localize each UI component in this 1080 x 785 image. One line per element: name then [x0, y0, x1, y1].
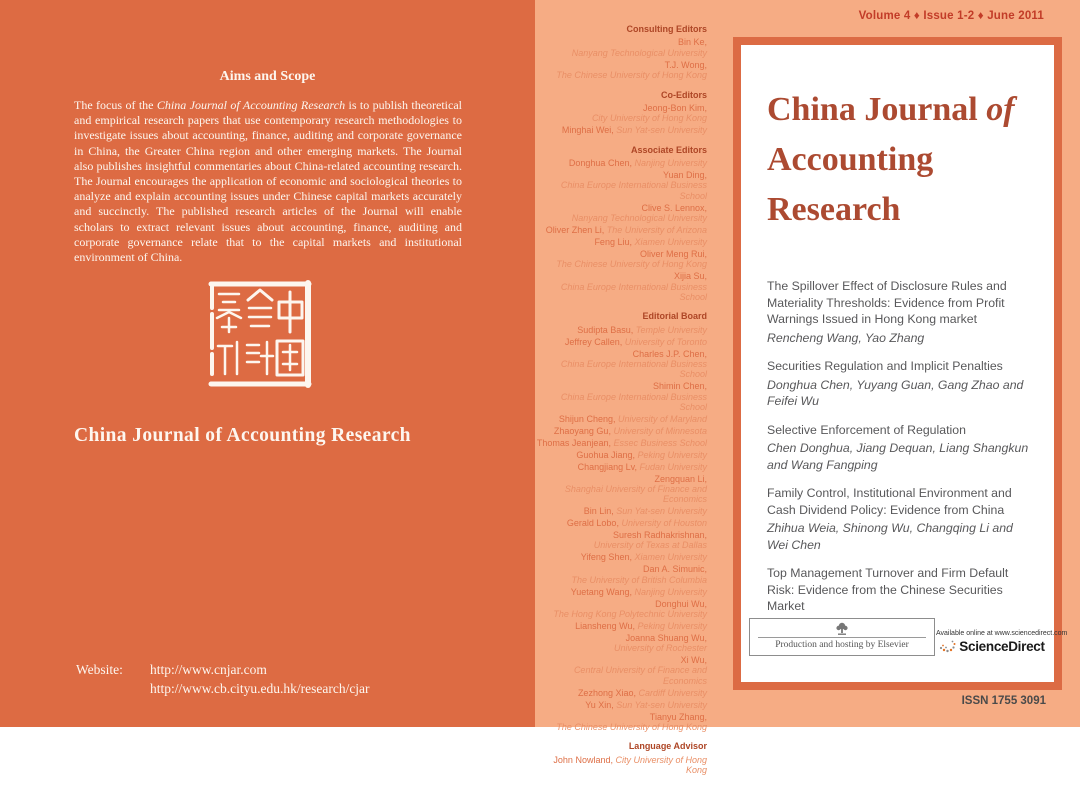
- editor-affiliation: Sun Yat-sen University: [616, 506, 707, 517]
- editor-section: [535, 24, 707, 81]
- editor-affiliation: University of Houston: [621, 518, 707, 529]
- editor-name: Guohua Jiang,: [576, 449, 638, 460]
- editor-affiliation: China Europe International Business School: [560, 391, 707, 413]
- website-url-cityu: http://www.cb.cityu.edu.hk/research/cjar: [150, 681, 370, 696]
- article-title: Family Control, Institutional Environment and Cash Dividend Policy: Evidence from China: [767, 486, 1012, 517]
- editor-entry: [535, 755, 707, 776]
- editor-affiliation: Central University of Finance and Economics: [573, 665, 707, 686]
- editor-section: [535, 741, 707, 775]
- editor-name: Oliver Meng Rui,: [639, 248, 707, 259]
- table-of-contents: [767, 278, 1035, 645]
- article-item: [767, 485, 1035, 553]
- editor-affiliation: Xiamen University: [634, 552, 707, 563]
- editor-entry: [535, 203, 707, 224]
- editor-affiliation: The Hong Kong Polytechnic University: [553, 608, 707, 619]
- editor-affiliation: Xiamen University: [634, 236, 707, 247]
- editor-affiliation: The Chinese University of Hong Kong: [556, 70, 707, 81]
- editor-entry: [535, 712, 707, 733]
- website-block: [76, 660, 370, 698]
- elsevier-box-rule: [758, 637, 926, 638]
- editor-name: Thomas Jeanjean,: [536, 437, 614, 448]
- editor-affiliation: China Europe International Business School: [560, 358, 707, 380]
- aims-text-pre: The focus of the: [74, 98, 157, 112]
- editor-section: [535, 145, 707, 303]
- editor-entry: [535, 125, 707, 135]
- sciencedirect-swoosh-icon: [939, 639, 957, 654]
- editor-affiliation: Nanyang Technological University: [571, 47, 707, 58]
- editor-affiliation: Nanjing University: [634, 586, 707, 597]
- editor-affiliation: The Chinese University of Hong Kong: [556, 259, 707, 270]
- title-line2: Accounting: [767, 141, 934, 178]
- editor-affiliation: City University of Hong Kong: [615, 754, 707, 776]
- editor-name: Zhaoyang Gu,: [553, 425, 614, 436]
- article-authors: Chen Donghua, Jiang Dequan, Liang Shangkun and Wang Fangping: [767, 441, 1029, 472]
- elsevier-caption: Production and hosting by Elsevier: [775, 640, 909, 650]
- editor-name: Donghui Wu,: [655, 598, 707, 609]
- editor-name: Zezhong Xiao,: [577, 687, 639, 698]
- elsevier-tree-icon: [834, 622, 850, 636]
- editor-section-heading: Consulting Editors: [626, 24, 707, 34]
- editor-entry: [535, 158, 707, 168]
- editor-name: Oliver Zhen Li,: [545, 225, 607, 235]
- editor-name: T.J. Wong,: [664, 59, 707, 70]
- editor-name: Bin Lin,: [583, 506, 617, 517]
- editor-entry: [535, 599, 707, 620]
- editor-name: Gerald Lobo,: [566, 518, 622, 529]
- article-title: The Spillover Effect of Disclosure Rules and Materiality Thresholds: Evidence from Profit Warnings Issued in Hong Kong market: [767, 279, 1007, 326]
- editor-entry: [535, 438, 707, 448]
- editor-affiliation: University of Rochester: [613, 643, 707, 654]
- aims-text-post: is to publish theoretical and empirical research papers that use contemporary research methodologies to investigate issues about accounting, finance, auditing and corporate governance in China, the Greater China region and other emerging markets. The Journal also publishes insightful commentaries about China-related accounting research. The Journal encourages the application of economic and sociological theories to analyze and explain accounting issues under Chinese capital markets accurately and succinctly. The published research articles of the Journal will enable scholars to extract relevant issues about accounting, finance, auditing and corporate governance relate that to the capital markets and institutional environment of China.: [74, 98, 462, 265]
- article-authors: Donghua Chen, Yuyang Guan, Gang Zhao and Feifei Wu: [767, 377, 1024, 408]
- editor-affiliation: China Europe International Business School: [560, 281, 707, 302]
- editor-entry: [535, 530, 707, 551]
- editor-affiliation: The University of Arizona: [606, 225, 707, 235]
- editor-affiliation: Peking University: [637, 620, 707, 631]
- editor-entry: [535, 60, 707, 81]
- editor-name: Shimin Chen,: [652, 381, 707, 392]
- editor-name: Yuan Ding,: [662, 169, 707, 180]
- editor-affiliation: The University of British Columbia: [571, 574, 707, 585]
- editor-entry: [535, 381, 707, 412]
- editor-affiliation: University of Maryland: [617, 414, 707, 424]
- article-authors: Zhihua Weia, Shinong Wu, Changqing Li and Wei Chen: [767, 521, 1013, 552]
- website-url-cnjar: http://www.cnjar.com: [150, 662, 267, 677]
- sciencedirect-block: [936, 630, 1068, 654]
- editor-entry: [535, 103, 707, 124]
- editor-section-heading: Editorial Board: [642, 311, 707, 322]
- article-title: Selective Enforcement of Regulation: [767, 422, 966, 437]
- editor-entry: [535, 506, 707, 516]
- editor-entry: [535, 170, 707, 201]
- title-of-italic: of: [986, 91, 1015, 128]
- editor-entry: [535, 518, 707, 528]
- editor-name: Changjiang Lv,: [577, 461, 640, 472]
- editor-name: Liansheng Wu,: [575, 620, 638, 631]
- editor-name: Yu Xin,: [585, 699, 617, 710]
- article-authors: Rencheng Wang, Yao Zhang: [767, 330, 925, 345]
- editor-section: [535, 90, 707, 136]
- article-title: Securities Regulation and Implicit Penalties: [767, 359, 1003, 373]
- editor-affiliation: University of Minnesota: [613, 425, 707, 436]
- editor-entry: [535, 587, 707, 597]
- aims-and-scope-paragraph: [74, 98, 462, 265]
- front-cover-title: [767, 85, 1015, 235]
- editor-entry: [535, 271, 707, 302]
- issn-number: ISSN 1755 3091: [961, 695, 1046, 707]
- editor-name: Xi Wu,: [680, 655, 707, 666]
- editor-entry: [535, 37, 707, 58]
- editor-entry: [535, 414, 707, 424]
- editor-entry: [535, 700, 707, 710]
- elsevier-production-box: [749, 618, 935, 656]
- editor-entry: [535, 450, 707, 460]
- article-item: [767, 278, 1035, 346]
- editor-entry: [535, 325, 707, 335]
- editor-entry: [535, 337, 707, 347]
- aims-journal-name-italic: China Journal of Accounting Research: [156, 98, 346, 112]
- editor-name: Shijun Cheng,: [558, 414, 618, 424]
- sciencedirect-tagline: Available online at www.sciencedirect.com: [936, 630, 1068, 637]
- editor-section: [535, 311, 707, 732]
- editor-affiliation: Cardiff University: [638, 687, 707, 698]
- back-cover-journal-name: China Journal of Accounting Research: [74, 425, 411, 446]
- editor-name: Feng Liu,: [594, 236, 635, 247]
- editor-name: Tianyu Zhang,: [649, 711, 707, 722]
- editor-name: Bin Ke,: [677, 37, 707, 48]
- editor-entry: [535, 564, 707, 585]
- editor-section-heading: Language Advisor: [628, 741, 707, 752]
- editor-affiliation: University of Texas at Dallas: [593, 540, 707, 551]
- title-line3: Research: [767, 191, 901, 228]
- editor-affiliation: Temple University: [635, 324, 707, 335]
- editor-name: Jeffrey Callen,: [564, 336, 625, 347]
- editor-entry: [535, 237, 707, 247]
- editor-name: Charles J.P. Chen,: [632, 348, 707, 359]
- editor-entry: [535, 225, 707, 235]
- editor-entry: [535, 621, 707, 631]
- editor-affiliation: Sun Yat-sen University: [616, 125, 707, 136]
- aims-and-scope-heading: Aims and Scope: [219, 69, 316, 84]
- editor-name: Sudipta Basu,: [577, 324, 636, 335]
- editor-entry: [535, 688, 707, 698]
- editor-entry: [535, 349, 707, 380]
- editor-affiliation: The Chinese University of Hong Kong: [556, 721, 707, 732]
- front-cover-panel: [741, 45, 1068, 682]
- back-cover-panel: [0, 0, 535, 727]
- editor-affiliation: Nanjing University: [634, 158, 707, 169]
- editor-name: Minghai Wei,: [561, 125, 617, 136]
- editor-name: John Nowland,: [553, 754, 616, 765]
- editor-name: Dan A. Simunic,: [642, 564, 707, 575]
- editor-name: Donghua Chen,: [568, 158, 635, 169]
- editor-affiliation: China Europe International Business School: [560, 180, 707, 201]
- article-item: [767, 358, 1035, 410]
- chinese-seal-icon: [203, 275, 317, 393]
- editors-column: [535, 24, 707, 785]
- editor-section-heading: Co-Editors: [661, 89, 707, 100]
- volume-issue-date: Volume 4 ♦ Issue 1-2 ♦ June 2011: [858, 10, 1044, 22]
- editor-affiliation: Shanghai University of Finance and Economics: [564, 483, 707, 505]
- front-cover-frame: [733, 37, 1068, 690]
- editor-name: Xijia Su,: [673, 271, 707, 282]
- editor-name: Joanna Shuang Wu,: [625, 632, 707, 643]
- editor-affiliation: Nanyang Technological University: [571, 213, 707, 224]
- article-title: Top Management Turnover and Firm Default Risk: Evidence from the Chinese Securities Market: [767, 566, 1009, 613]
- editor-affiliation: Sun Yat-sen University: [616, 699, 707, 710]
- editor-name: Suresh Radhakrishnan,: [612, 530, 707, 541]
- website-label: Website:: [76, 662, 123, 677]
- editor-affiliation: City University of Hong Kong: [591, 113, 707, 124]
- title-roman: China Journal: [767, 91, 987, 128]
- article-item: [767, 422, 1035, 474]
- sciencedirect-wordmark: ScienceDirect: [959, 639, 1045, 654]
- editor-entry: [535, 655, 707, 686]
- editor-name: Yuetang Wang,: [570, 586, 635, 597]
- editor-entry: [535, 462, 707, 472]
- editor-affiliation: Peking University: [637, 449, 707, 460]
- editor-entry: [535, 249, 707, 270]
- editor-name: Yifeng Shen,: [580, 552, 635, 563]
- editor-name: Zengquan Li,: [654, 473, 707, 484]
- editor-section-heading: Associate Editors: [630, 144, 707, 155]
- editor-name: Jeong-Bon Kim,: [642, 102, 707, 113]
- editor-entry: [535, 474, 707, 505]
- editor-affiliation: University of Toronto: [624, 336, 707, 347]
- editor-entry: [535, 552, 707, 562]
- editor-entry: [535, 426, 707, 436]
- editor-affiliation: Essec Business School: [613, 437, 707, 448]
- editor-entry: [535, 633, 707, 654]
- editor-name: Clive S. Lennox,: [641, 202, 707, 213]
- editor-affiliation: Fudan University: [639, 461, 707, 472]
